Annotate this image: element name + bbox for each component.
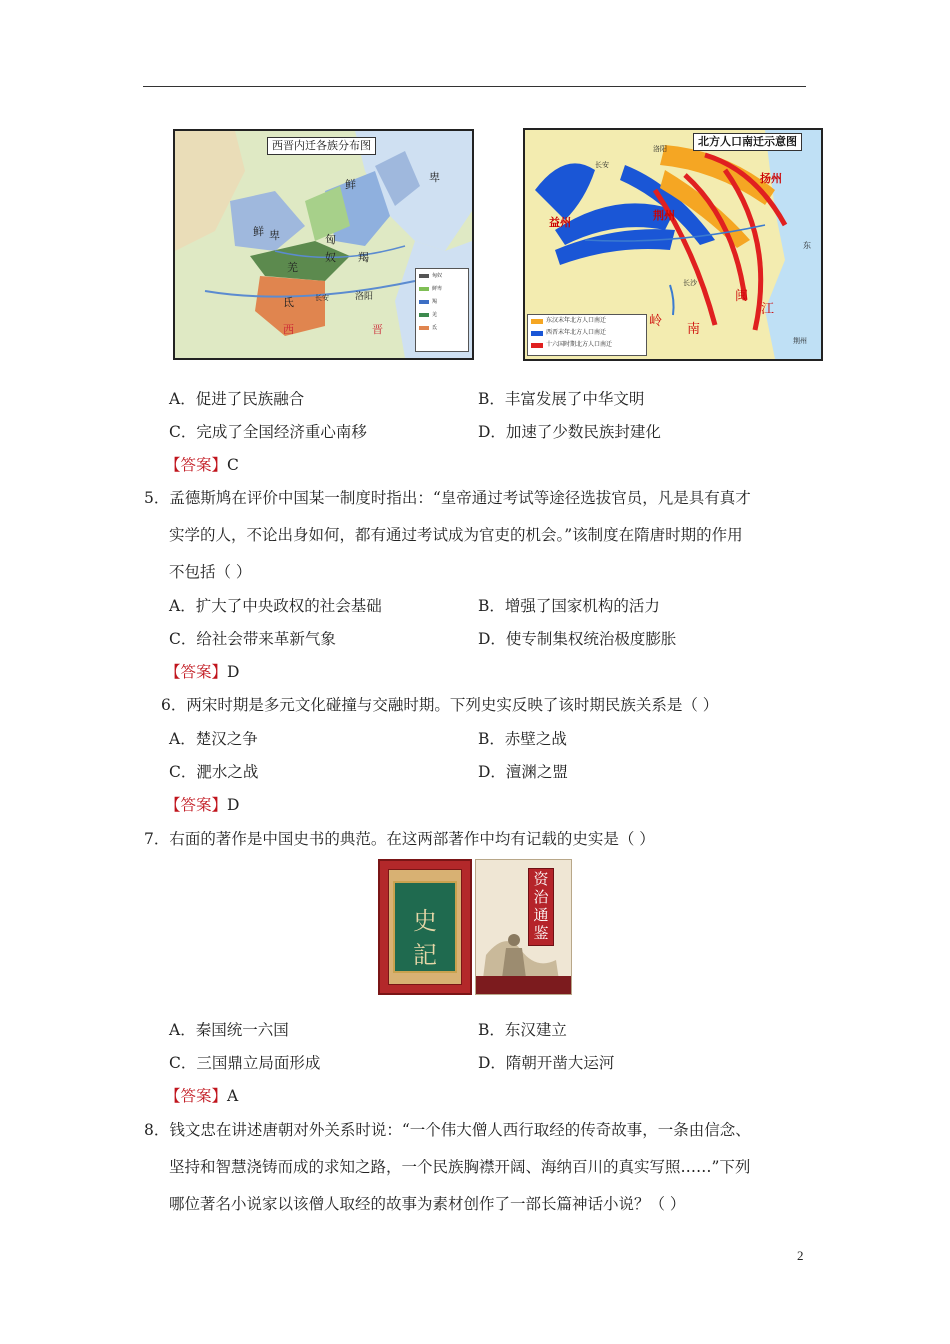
q4-option-d: D．加速了少数民族封建化 bbox=[478, 423, 661, 441]
q5-option-a: A．扩大了中央政权的社会基础 bbox=[169, 597, 382, 615]
map1-label: 卑 bbox=[269, 229, 280, 242]
map2-label: 扬州 bbox=[760, 172, 782, 185]
q6-option-c: C．淝水之战 bbox=[169, 763, 259, 781]
q6-option-a: A．楚汉之争 bbox=[169, 730, 258, 748]
q5-stem-line1: 5．孟德斯鸠在评价中国某一制度时指出：“皇帝通过考试等途径选拔官员，凡是具有真才 bbox=[144, 489, 751, 507]
map1-label: 卑 bbox=[429, 171, 440, 184]
map1-label: 西 bbox=[283, 323, 294, 336]
answer-value: C bbox=[227, 456, 239, 474]
q7-option-d: D．隋朝开凿大运河 bbox=[478, 1054, 615, 1072]
q5-option-c: C．给社会带来革新气象 bbox=[169, 630, 336, 648]
map1-label: 长安 bbox=[315, 294, 329, 302]
q5-stem-line2: 实学的人，不论出身如何，都有通过考试成为官吏的机会。”该制度在隋唐时期的作用 bbox=[169, 526, 743, 544]
map2-label: 长安 bbox=[595, 161, 609, 169]
q8-stem-line2: 坚持和智慧浇铸而成的求知之路，一个民族胸襟开阔、海纳百川的真实写照……”下列 bbox=[169, 1158, 751, 1176]
book-title-char: 鉴 bbox=[533, 924, 549, 942]
q6-answer bbox=[165, 795, 239, 815]
map1-label: 奴 bbox=[325, 251, 336, 264]
shiji-book-cover bbox=[378, 859, 472, 995]
q7-option-c: C．三国鼎立局面形成 bbox=[169, 1054, 321, 1072]
book-illustration bbox=[476, 860, 571, 994]
answer-tag: 【答案】 bbox=[165, 456, 228, 474]
q6-option-b: B．赤壁之战 bbox=[478, 730, 567, 748]
western-jin-ethnic-map bbox=[173, 129, 474, 360]
answer-value: D bbox=[227, 796, 240, 814]
map2-legend: 东汉末年北方人口南迁 西晋末年北方人口南迁 十六国时期北方人口南迁 bbox=[527, 314, 647, 356]
q6-option-d: D．澶渊之盟 bbox=[478, 763, 568, 781]
zizhi-tongjian-book-cover bbox=[475, 859, 572, 995]
q5-option-d: D．使专制集权统治极度膨胀 bbox=[478, 630, 677, 648]
map1-label: 鲜 bbox=[345, 178, 356, 191]
map2-label: 岭 bbox=[649, 314, 663, 329]
q7-stem: 7．右面的著作是中国史书的典范。在这两部著作中均有记载的史实是（ ） bbox=[144, 830, 655, 848]
header-rule bbox=[143, 86, 806, 87]
map2-label: 长沙 bbox=[683, 279, 697, 287]
map2-label: 荆州 bbox=[653, 209, 675, 222]
book-title-box bbox=[528, 868, 554, 946]
map2-label: 东 bbox=[803, 241, 811, 250]
map1-label: 羯 bbox=[358, 251, 369, 264]
book-title-char: 资 bbox=[533, 870, 549, 888]
q5-stem-line3: 不包括（ ） bbox=[169, 563, 252, 581]
map1-label: 晋 bbox=[372, 323, 383, 336]
map2-title: 北方人口南迁示意图 bbox=[693, 133, 802, 151]
map2-label: 江 bbox=[761, 302, 775, 317]
book-title-panel bbox=[393, 881, 457, 973]
q5-option-b: B．增强了国家机构的活力 bbox=[478, 597, 660, 615]
q7-option-a: A．秦国统一六国 bbox=[169, 1021, 289, 1039]
q4-option-b: B．丰富发展了中华文明 bbox=[478, 390, 645, 408]
map1-label: 匈 bbox=[325, 233, 336, 246]
book-bottom-band bbox=[476, 976, 571, 994]
q8-stem-line3: 哪位著名小说家以该僧人取经的故事为素材创作了一部长篇神话小说？（ ） bbox=[169, 1195, 686, 1213]
map1-legend: 匈奴 鲜卑 羯 羌 氐 bbox=[415, 268, 469, 352]
book-title-char: 史 bbox=[413, 907, 437, 935]
q4-option-c: C．完成了全国经济重心南移 bbox=[169, 423, 367, 441]
map2-label: 闽 bbox=[735, 289, 749, 304]
book-title-char: 記 bbox=[413, 941, 437, 969]
q4-answer bbox=[165, 455, 239, 475]
q4-option-a: A．促进了民族融合 bbox=[169, 390, 305, 408]
map2-label: 洛阳 bbox=[653, 145, 667, 153]
map2-label: 南 bbox=[687, 322, 701, 337]
q7-option-b: B．东汉建立 bbox=[478, 1021, 567, 1039]
answer-tag: 【答案】 bbox=[165, 1087, 228, 1105]
book-title-char: 治 bbox=[533, 888, 549, 906]
map1-label: 洛阳 bbox=[355, 292, 374, 302]
map1-title: 西晋内迁各族分布图 bbox=[267, 137, 376, 155]
answer-value: A bbox=[227, 1087, 239, 1105]
map1-label: 羌 bbox=[287, 261, 298, 274]
answer-value: D bbox=[227, 663, 240, 681]
map1-label: 氐 bbox=[283, 296, 294, 309]
q5-answer bbox=[165, 662, 239, 682]
map1-label: 鲜 bbox=[253, 225, 264, 238]
answer-tag: 【答案】 bbox=[165, 796, 228, 814]
q7-answer bbox=[165, 1086, 238, 1106]
answer-tag: 【答案】 bbox=[165, 663, 228, 681]
q8-stem-line1: 8．钱文忠在讲述唐朝对外关系时说：“一个伟大僧人西行取经的传奇故事，一条由信念、 bbox=[144, 1121, 751, 1139]
page-number: 2 bbox=[797, 1248, 804, 1263]
book-title-char: 通 bbox=[533, 906, 549, 924]
q6-stem: 6．两宋时期是多元文化碰撞与交融时期。下列史实反映了该时期民族关系是（ ） bbox=[161, 696, 719, 714]
map2-label: 益州 bbox=[549, 216, 571, 229]
northern-migration-map bbox=[523, 128, 823, 361]
map2-label: 荆州 bbox=[793, 337, 807, 345]
